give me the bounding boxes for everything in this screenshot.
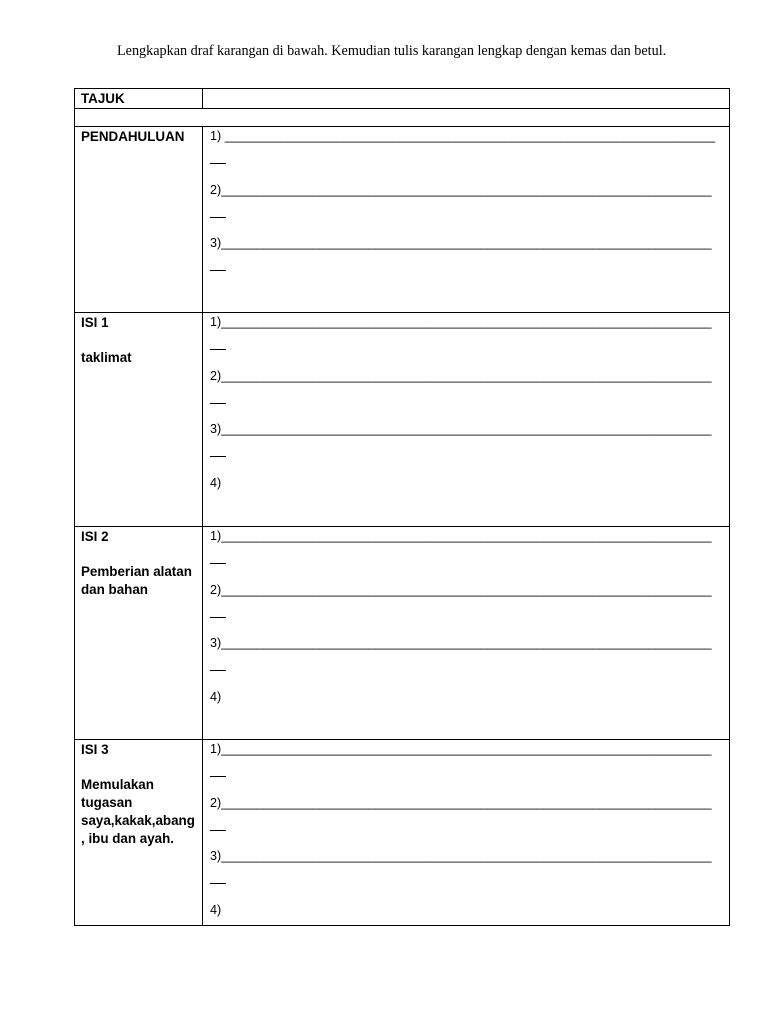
line-item[interactable]: 3)______________________________________________________________________: [210, 848, 723, 902]
line-item[interactable]: 2)______________________________________________________________________: [210, 795, 723, 849]
section-heading: ISI 1: [81, 315, 109, 330]
title-value[interactable]: [203, 89, 729, 90]
section-heading: ISI 3: [81, 742, 109, 757]
section-row-pendahuluan: [75, 127, 730, 313]
line-item[interactable]: 3)______________________________________________________________________: [210, 635, 723, 689]
section-lines-cell[interactable]: [203, 313, 730, 527]
line-item[interactable]: 2)______________________________________________________________________: [210, 182, 723, 236]
line-item[interactable]: 2)______________________________________________________________________: [210, 368, 723, 422]
section-row-isi-2: [75, 527, 730, 740]
section-label-cell: [75, 313, 203, 527]
line-item[interactable]: 3)______________________________________________________________________: [210, 421, 723, 475]
title-label-cell: [75, 89, 203, 109]
section-row-isi-1: [75, 313, 730, 527]
title-row: [75, 89, 730, 109]
section-heading: ISI 2: [81, 529, 109, 544]
spacer-row: [75, 109, 730, 127]
line-item[interactable]: 4): [210, 689, 222, 704]
line-item[interactable]: 1)______________________________________________________________________: [210, 528, 723, 582]
section-subheading: Memulakan tugasan saya,kakak,abang , ibu dan ayah.: [81, 777, 195, 846]
title-label: TAJUK: [81, 91, 125, 106]
line-item[interactable]: 2)______________________________________________________________________: [210, 582, 723, 636]
section-lines-cell[interactable]: [203, 740, 730, 926]
line-item[interactable]: 3)______________________________________________________________________: [210, 235, 723, 289]
title-value-cell[interactable]: [203, 89, 730, 109]
section-row-isi-3: [75, 740, 730, 926]
section-label-cell: [75, 127, 203, 313]
section-heading: PENDAHULUAN: [81, 129, 185, 144]
line-item[interactable]: 4): [210, 475, 222, 490]
section-subheading: Pemberian alatan dan bahan: [81, 564, 192, 597]
section-label-cell: [75, 740, 203, 926]
line-item[interactable]: 1) ______________________________________________________________________: [210, 128, 723, 182]
section-subheading: taklimat: [81, 350, 132, 365]
section-label-cell: [75, 527, 203, 740]
instruction-text: Lengkapkan draf karangan di bawah. Kemudian tulis karangan lengkap dengan kemas dan betul.: [117, 43, 667, 59]
section-lines-cell[interactable]: [203, 127, 730, 313]
line-item[interactable]: 1)______________________________________________________________________: [210, 314, 723, 368]
section-lines-cell[interactable]: [203, 527, 730, 740]
line-item[interactable]: 4): [210, 902, 222, 917]
essay-draft-table: [74, 88, 730, 926]
line-item[interactable]: 1)______________________________________________________________________: [210, 741, 723, 795]
